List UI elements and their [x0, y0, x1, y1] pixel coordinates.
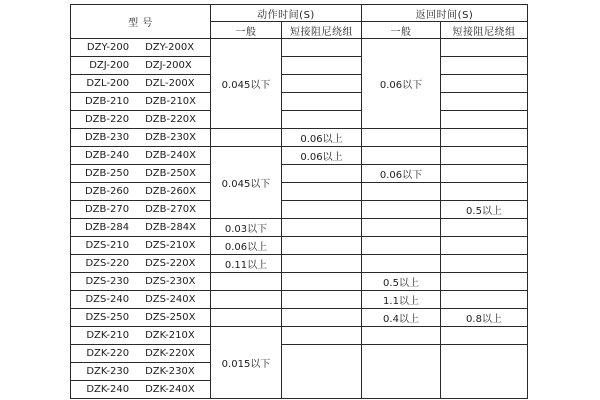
action-damped-cell	[282, 75, 362, 93]
return-damped-header: 短接阻尼绕组	[441, 22, 528, 39]
table-row	[71, 129, 528, 147]
return-damped-cell	[441, 129, 528, 147]
table-row	[71, 147, 528, 165]
action-damped-cell	[282, 93, 362, 111]
table-row	[71, 237, 528, 255]
return-damped-cell	[441, 273, 528, 291]
action-damped-cell	[282, 327, 362, 345]
table-row	[71, 201, 528, 219]
model-name: DZK-240	[86, 384, 130, 395]
return-damped-cell	[441, 237, 528, 255]
table-row	[71, 273, 528, 291]
model-name-x: DZB-240X	[145, 150, 197, 161]
model-cell	[71, 363, 211, 381]
return-general-cell	[362, 129, 441, 147]
return-damped-cell	[441, 345, 528, 399]
action-general-cell	[211, 273, 282, 291]
model-name-x: DZK-240X	[145, 384, 195, 395]
return-general-cell: 0.06以下	[362, 39, 441, 129]
return-general-cell: 1.1以上	[362, 291, 441, 309]
table-row	[71, 165, 528, 183]
model-name: DZB-240	[84, 150, 130, 161]
model-cell	[71, 291, 211, 309]
action-damped-cell	[282, 273, 362, 291]
return-general-cell	[362, 201, 441, 219]
model-name: DZS-240	[85, 294, 130, 305]
table-row	[71, 327, 528, 345]
action-general-cell: 0.045以下	[211, 39, 282, 129]
action-general-cell	[211, 129, 282, 147]
model-cell	[71, 39, 211, 57]
model-name: DZB-220	[84, 114, 130, 125]
action-damped-cell	[282, 201, 362, 219]
model-name: DZS-230	[85, 276, 130, 287]
return-damped-cell	[441, 327, 528, 345]
table-row	[71, 291, 528, 309]
return-damped-cell	[441, 183, 528, 201]
action-damped-cell: 0.06以上	[282, 129, 362, 147]
return-general-cell	[362, 237, 441, 255]
model-name: DZB-284	[84, 222, 130, 233]
model-name-x: DZB-220X	[145, 114, 197, 125]
model-name: DZB-210	[84, 96, 130, 107]
model-name-x: DZB-284X	[145, 222, 197, 233]
model-name: DZK-210	[86, 330, 130, 341]
return-damped-cell	[441, 111, 528, 129]
model-name: DZB-270	[84, 204, 130, 215]
action-damped-cell	[282, 291, 362, 309]
model-name-x: DZB-210X	[145, 96, 197, 107]
return-time-header: 返回时间(S)	[362, 5, 528, 22]
table-row	[71, 39, 528, 57]
model-name-x: DZK-230X	[145, 366, 195, 377]
model-name-x: DZS-210X	[145, 240, 196, 251]
model-name-x: DZB-260X	[145, 186, 197, 197]
return-general-header: 一般	[362, 22, 441, 39]
table-row	[71, 345, 528, 363]
action-general-cell: 0.045以下	[211, 147, 282, 219]
model-name-x: DZB-230X	[145, 132, 197, 143]
model-name: DZK-220	[86, 348, 130, 359]
return-general-cell	[362, 147, 441, 165]
model-name: DZB-250	[84, 168, 130, 179]
model-name-x: DZS-230X	[145, 276, 196, 287]
model-cell	[71, 75, 211, 93]
return-damped-cell	[441, 291, 528, 309]
header-row-1	[71, 5, 528, 22]
model-name-x: DZK-210X	[145, 330, 195, 341]
model-cell	[71, 219, 211, 237]
action-damped-cell	[282, 309, 362, 327]
model-cell	[71, 327, 211, 345]
action-damped-cell: 0.06以上	[282, 147, 362, 165]
model-name: DZB-230	[84, 132, 130, 143]
action-damped-cell	[282, 39, 362, 57]
model-name-x: DZJ-200X	[145, 60, 192, 71]
action-general-cell	[211, 309, 282, 327]
model-cell	[71, 165, 211, 183]
return-general-cell: 0.06以下	[362, 165, 441, 183]
model-header: 型 号	[71, 5, 211, 39]
table-row	[71, 57, 528, 75]
action-general-cell: 0.015以下	[211, 327, 282, 399]
model-name: DZS-220	[85, 258, 130, 269]
return-damped-cell	[441, 219, 528, 237]
model-cell	[71, 93, 211, 111]
action-damped-header: 短接阻尼绕组	[282, 22, 362, 39]
return-general-cell	[362, 219, 441, 237]
return-damped-cell	[441, 93, 528, 111]
model-cell	[71, 201, 211, 219]
table-row	[71, 75, 528, 93]
model-name-x: DZS-220X	[145, 258, 196, 269]
action-general-cell: 0.03以下	[211, 219, 282, 237]
action-damped-cell	[282, 237, 362, 255]
model-cell	[71, 129, 211, 147]
model-name-x: DZK-220X	[145, 348, 195, 359]
model-name-x: DZS-250X	[145, 312, 196, 323]
model-name-x: DZY-200X	[145, 42, 195, 53]
model-name: DZY-200	[86, 42, 130, 53]
action-damped-cell	[282, 183, 362, 201]
model-name-x: DZS-240X	[145, 294, 196, 305]
action-damped-cell	[282, 57, 362, 75]
return-damped-cell	[441, 75, 528, 93]
model-cell	[71, 183, 211, 201]
table-row	[71, 183, 528, 201]
action-damped-cell	[282, 255, 362, 273]
model-name: DZB-260	[84, 186, 130, 197]
action-damped-cell	[282, 345, 362, 399]
spec-table	[70, 4, 528, 399]
table-row	[71, 219, 528, 237]
table-row	[71, 93, 528, 111]
return-general-cell	[362, 327, 441, 345]
action-time-header: 动作时间(S)	[211, 5, 362, 22]
return-damped-cell	[441, 147, 528, 165]
return-damped-cell	[441, 39, 528, 57]
return-damped-cell: 0.8以上	[441, 309, 528, 327]
table-row	[71, 111, 528, 129]
model-name: DZS-250	[85, 312, 130, 323]
model-cell	[71, 237, 211, 255]
return-general-cell: 0.5以上	[362, 273, 441, 291]
action-general-cell: 0.11以上	[211, 255, 282, 273]
model-cell	[71, 309, 211, 327]
return-general-cell	[362, 183, 441, 201]
model-name: DZK-230	[86, 366, 130, 377]
return-damped-cell	[441, 255, 528, 273]
model-cell	[71, 273, 211, 291]
model-name-x: DZB-250X	[145, 168, 197, 179]
return-general-cell	[362, 255, 441, 273]
model-cell	[71, 345, 211, 363]
return-damped-cell	[441, 57, 528, 75]
table-row	[71, 255, 528, 273]
model-cell	[71, 255, 211, 273]
model-cell	[71, 57, 211, 75]
model-name-x: DZL-200X	[145, 78, 195, 89]
model-cell	[71, 111, 211, 129]
action-damped-cell	[282, 111, 362, 129]
return-damped-cell	[441, 165, 528, 183]
action-general-header: 一般	[211, 22, 282, 39]
model-name: DZJ-200	[89, 60, 130, 71]
return-damped-cell: 0.5以上	[441, 201, 528, 219]
model-name: DZS-210	[85, 240, 130, 251]
model-cell	[71, 381, 211, 399]
return-general-cell	[362, 345, 441, 399]
model-cell	[71, 147, 211, 165]
model-name: DZL-200	[86, 78, 130, 89]
action-damped-cell	[282, 219, 362, 237]
table-row	[71, 309, 528, 327]
return-general-cell: 0.4以上	[362, 309, 441, 327]
action-damped-cell	[282, 165, 362, 183]
model-name-x: DZB-270X	[145, 204, 197, 215]
action-general-cell	[211, 291, 282, 309]
action-general-cell: 0.06以上	[211, 237, 282, 255]
